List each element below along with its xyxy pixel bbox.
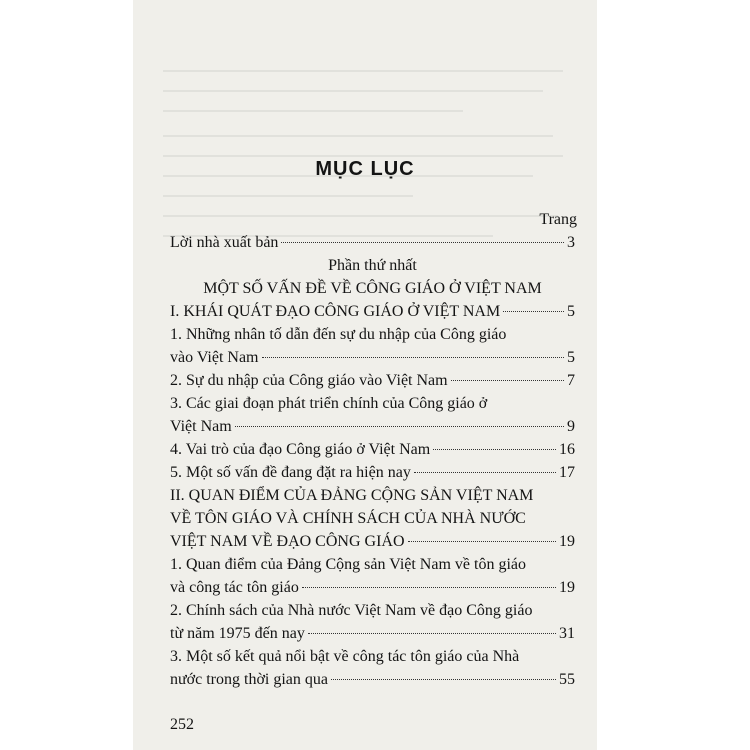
toc-entry: 3. Một số kết quả nổi bật về công tác tôn giáo của Nhà <box>170 648 520 665</box>
book-page <box>133 0 597 750</box>
toc-entry: 1. Quan điểm của Đảng Cộng sản Việt Nam về tôn giáo <box>170 556 526 573</box>
toc-entry: II. QUAN ĐIỂM CỦA ĐẢNG CỘNG SẢN VIỆT NAM <box>170 487 534 504</box>
toc-entry: 5. Một số vấn đề đang đặt ra hiện nay 17 <box>170 464 575 481</box>
toc-entry: VIỆT NAM VỀ ĐẠO CÔNG GIÁO 19 <box>170 533 575 550</box>
part-title: MỘT SỐ VẤN ĐỀ VỀ CÔNG GIÁO Ở VIỆT NAM <box>203 280 542 297</box>
toc-entry: 2. Chính sách của Nhà nước Việt Nam về đạo Công giáo <box>170 602 533 619</box>
toc-entry: vào Việt Nam 5 <box>170 349 575 366</box>
toc-entry: từ năm 1975 đến nay 31 <box>170 625 575 642</box>
toc-entry: Việt Nam 9 <box>170 418 575 435</box>
toc-entry: 1. Những nhân tố dẫn đến sự du nhập của Công giáo <box>170 326 507 343</box>
toc-entry: và công tác tôn giáo 19 <box>170 579 575 596</box>
page-number: 252 <box>170 716 194 733</box>
toc-entry: nước trong thời gian qua 55 <box>170 671 575 688</box>
toc-entry: 4. Vai trò của đạo Công giáo ở Việt Nam 16 <box>170 441 575 458</box>
toc-entry: I. KHÁI QUÁT ĐẠO CÔNG GIÁO Ở VIỆT NAM 5 <box>170 303 575 320</box>
part-label: Phần thứ nhất <box>328 257 417 274</box>
page-column-header: Trang <box>539 211 577 228</box>
toc-title: MỤC LỤC <box>315 158 415 180</box>
toc-entry: 3. Các giai đoạn phát triển chính của Công giáo ở <box>170 395 488 412</box>
toc-entry: VỀ TÔN GIÁO VÀ CHÍNH SÁCH CỦA NHÀ NƯỚC <box>170 510 526 527</box>
toc-entry: 2. Sự du nhập của Công giáo vào Việt Nam 7 <box>170 372 575 389</box>
toc-entry: Lời nhà xuất bản 3 <box>170 234 575 251</box>
